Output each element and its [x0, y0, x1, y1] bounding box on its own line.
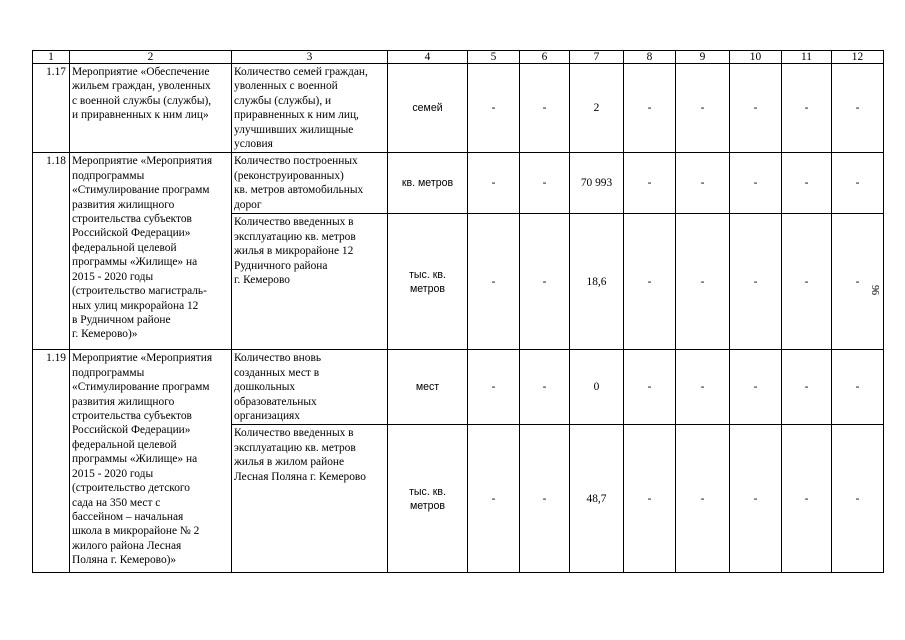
column-number: 6 — [520, 51, 570, 64]
value-cell: - — [520, 350, 570, 425]
value-cell: - — [468, 425, 520, 573]
value-cell: 70 993 — [570, 153, 624, 214]
value-cell: - — [730, 350, 782, 425]
row-number: 1.18 — [33, 153, 70, 350]
value-cell: - — [676, 350, 730, 425]
column-number: 11 — [782, 51, 832, 64]
column-number: 8 — [624, 51, 676, 64]
indicator-name: Количество построенных (реконструированных) кв. метров автомобильных дорог — [232, 153, 388, 214]
table-row — [33, 350, 884, 425]
unit-cell: семей — [388, 64, 468, 153]
value-cell: - — [520, 153, 570, 214]
column-number: 10 — [730, 51, 782, 64]
column-number: 4 — [388, 51, 468, 64]
value-cell: 0 — [570, 350, 624, 425]
value-cell: 2 — [570, 64, 624, 153]
value-cell: - — [832, 153, 884, 214]
column-number: 1 — [33, 51, 70, 64]
row-number: 1.19 — [33, 350, 70, 573]
indicator-name: Количество введенных в эксплуатацию кв. метров жилья в микрорайоне 12 Рудничного района г. Кемерово — [232, 214, 388, 350]
unit-cell: кв. метров — [388, 153, 468, 214]
value-cell: - — [730, 214, 782, 350]
value-cell: - — [520, 214, 570, 350]
value-cell: - — [832, 350, 884, 425]
value-cell: - — [468, 350, 520, 425]
column-number: 5 — [468, 51, 520, 64]
value-cell: - — [624, 425, 676, 573]
value-cell: - — [676, 425, 730, 573]
column-number: 12 — [832, 51, 884, 64]
value-cell: - — [730, 64, 782, 153]
column-number: 2 — [70, 51, 232, 64]
value-cell: - — [624, 214, 676, 350]
table-row — [33, 64, 884, 153]
value-cell: - — [832, 425, 884, 573]
value-cell: - — [624, 350, 676, 425]
unit-cell: тыс. кв. метров — [388, 214, 468, 350]
table-row — [33, 153, 884, 214]
value-cell: - — [730, 153, 782, 214]
value-cell: - — [676, 153, 730, 214]
value-cell: - — [832, 214, 884, 350]
value-cell: - — [782, 425, 832, 573]
value-cell: 48,7 — [570, 425, 624, 573]
value-cell: - — [468, 64, 520, 153]
value-cell: 18,6 — [570, 214, 624, 350]
unit-cell: тыс. кв. метров — [388, 425, 468, 573]
unit-cell: мест — [388, 350, 468, 425]
measures-table — [32, 50, 884, 573]
value-cell: - — [468, 214, 520, 350]
page-number: 96 — [869, 285, 880, 295]
value-cell: - — [676, 64, 730, 153]
value-cell: - — [520, 425, 570, 573]
value-cell: - — [624, 153, 676, 214]
column-number: 3 — [232, 51, 388, 64]
value-cell: - — [832, 64, 884, 153]
measure-name: Мероприятие «Обеспечение жильем граждан, уволенных с военной службы (службы), и приравненных к ним лиц» — [70, 64, 232, 153]
value-cell: - — [730, 425, 782, 573]
value-cell: - — [782, 64, 832, 153]
value-cell: - — [676, 214, 730, 350]
column-number-row — [33, 51, 884, 64]
value-cell: - — [782, 153, 832, 214]
column-number: 7 — [570, 51, 624, 64]
row-number: 1.17 — [33, 64, 70, 153]
value-cell: - — [782, 350, 832, 425]
value-cell: - — [520, 64, 570, 153]
value-cell: - — [468, 153, 520, 214]
value-cell: - — [624, 64, 676, 153]
measure-name: Мероприятие «Мероприятия подпрограммы «Стимулирование программ развития жилищного строительства субъектов Российской Федерации» федеральной целевой программы «Жилище» на 2015 - 2020 годы (строительство детского сада на 350 мест с бассейном – начальная школа в микрорайоне № 2 жилого района Лесная Поляна г. Кемерово)» — [70, 350, 232, 573]
measure-name: Мероприятие «Мероприятия подпрограммы «Стимулирование программ развития жилищного строительства субъектов Российской Федерации» федеральной целевой программы «Жилище» на 2015 - 2020 годы (строительство магистраль- ных улиц микрорайона 12 в Рудничном районе г. Кемерово)» — [70, 153, 232, 350]
indicator-name: Количество введенных в эксплуатацию кв. метров жилья в жилом районе Лесная Поляна г. Кемерово — [232, 425, 388, 573]
column-number: 9 — [676, 51, 730, 64]
indicator-name: Количество вновь созданных мест в дошкольных образовательных организациях — [232, 350, 388, 425]
value-cell: - — [782, 214, 832, 350]
indicator-name: Количество семей граждан, уволенных с военной службы (службы), и приравненных к ним лиц, улучшивших жилищные условия — [232, 64, 388, 153]
